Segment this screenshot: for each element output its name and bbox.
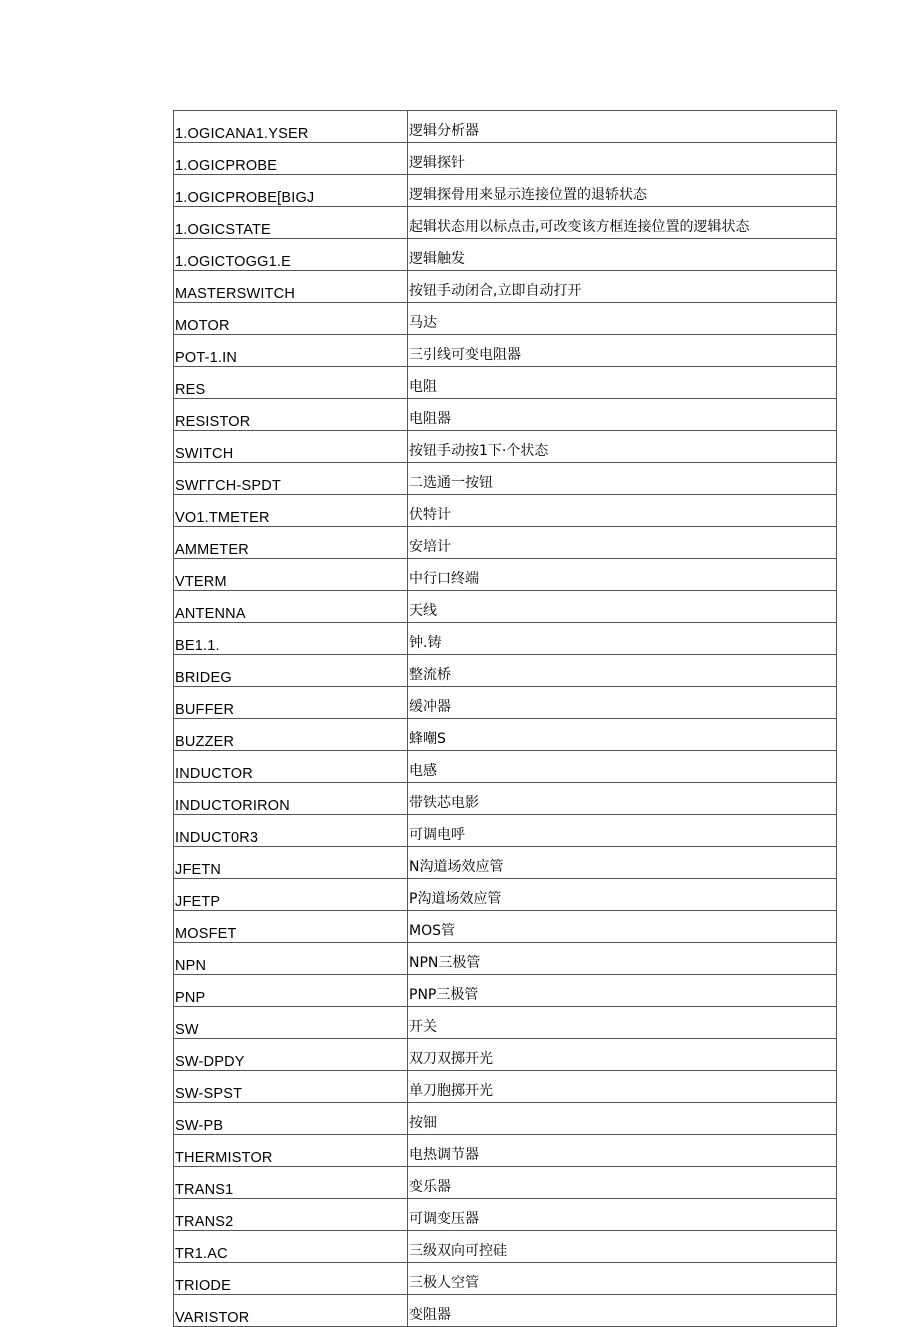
component-description-cell: 电热调节器 [408,1135,837,1167]
table-row [174,559,837,591]
component-name-cell: 1.OGICSTATE [174,207,408,239]
component-description-cell: 可调电呼 [408,815,837,847]
table-row [174,239,837,271]
component-name-cell: 1.OGICANA1.YSER [174,111,408,143]
component-name-cell: SW-PB [174,1103,408,1135]
table-row [174,687,837,719]
table-row [174,943,837,975]
component-description-cell: 逻辑探骨用来显示连接位置的退轿状态 [408,175,837,207]
component-description-cell: 开关 [408,1007,837,1039]
component-description-cell: 逻辑分析器 [408,111,837,143]
component-description-cell: 二选通一按钮 [408,463,837,495]
component-name-cell: 1.OGICPROBE[BIGJ [174,175,408,207]
table-row [174,431,837,463]
table-row [174,463,837,495]
table-row [174,1231,837,1263]
table-row [174,1039,837,1071]
table-row [174,911,837,943]
component-description-cell: 蜂嘲S [408,719,837,751]
table-row [174,399,837,431]
table-row [174,1295,837,1327]
component-description-cell: 钟.铸 [408,623,837,655]
component-name-cell: PNP [174,975,408,1007]
component-name-cell: INDUCTOR [174,751,408,783]
component-name-cell: BUZZER [174,719,408,751]
component-description-cell: P沟道场效应管 [408,879,837,911]
table-row [174,207,837,239]
table-row [174,591,837,623]
component-description-cell: 带铁芯电影 [408,783,837,815]
component-name-cell: RES [174,367,408,399]
table-row [174,975,837,1007]
component-description-cell: 双刀双掷开光 [408,1039,837,1071]
table-row [174,271,837,303]
component-name-cell: ANTENNA [174,591,408,623]
table-row [174,1135,837,1167]
table-row [174,1263,837,1295]
component-name-cell: NPN [174,943,408,975]
component-description-cell: N沟道场效应管 [408,847,837,879]
table-row [174,303,837,335]
table-row [174,719,837,751]
component-name-cell: AMMETER [174,527,408,559]
component-description-cell: 按钿 [408,1103,837,1135]
component-description-cell: 马达 [408,303,837,335]
table-row [174,335,837,367]
component-name-cell: SWITCH [174,431,408,463]
component-name-cell: 1.OGICPROBE [174,143,408,175]
component-name-cell: THERMISTOR [174,1135,408,1167]
table-row [174,879,837,911]
table-row [174,367,837,399]
component-name-cell: TRIODE [174,1263,408,1295]
component-name-cell: POT-1.IN [174,335,408,367]
component-name-cell: RESISTOR [174,399,408,431]
table-row [174,143,837,175]
table-row [174,1071,837,1103]
component-name-cell: 1.OGICTOGG1.E [174,239,408,271]
table-row [174,847,837,879]
component-name-cell: TRANS2 [174,1199,408,1231]
component-name-cell: VO1.TMETER [174,495,408,527]
table-row [174,1007,837,1039]
component-name-cell: SW [174,1007,408,1039]
component-description-cell: 按钮手动闭合,立即自动打开 [408,271,837,303]
component-name-cell: TR1.AC [174,1231,408,1263]
component-name-cell: BRIDEG [174,655,408,687]
component-description-cell: 安培计 [408,527,837,559]
component-description-cell: 逻辑探针 [408,143,837,175]
component-description-cell: 电阻 [408,367,837,399]
table-row [174,1167,837,1199]
component-name-cell: MASTERSWITCH [174,271,408,303]
component-description-cell: 起辑状态用以标点击,可改变该方框连接位置的逻辑状态 [408,207,837,239]
table-row [174,1199,837,1231]
component-description-cell: 天线 [408,591,837,623]
component-description-cell: 中行口终端 [408,559,837,591]
component-name-cell: JFETN [174,847,408,879]
component-description-cell: PNP三极管 [408,975,837,1007]
component-name-cell: SW-DPDY [174,1039,408,1071]
component-description-cell: 变阻器 [408,1295,837,1327]
component-description-cell: 变乐器 [408,1167,837,1199]
table-row [174,175,837,207]
table-row [174,623,837,655]
component-name-cell: MOTOR [174,303,408,335]
table-row [174,1103,837,1135]
component-description-cell: 可调变压器 [408,1199,837,1231]
component-description-cell: 电感 [408,751,837,783]
table-row [174,751,837,783]
table-row [174,527,837,559]
table-row [174,495,837,527]
component-name-cell: BE1.1. [174,623,408,655]
component-name-cell: TRANS1 [174,1167,408,1199]
component-name-cell: JFETP [174,879,408,911]
component-description-cell: NPN三极管 [408,943,837,975]
component-description-cell: 电阻器 [408,399,837,431]
table-row [174,783,837,815]
component-name-cell: VARISTOR [174,1295,408,1327]
component-description-cell: 单刀胞掷开光 [408,1071,837,1103]
table-row [174,815,837,847]
component-description-cell: 按钮手动按1下·个状态 [408,431,837,463]
component-description-cell: 三极人空管 [408,1263,837,1295]
component-table-body [174,111,837,1327]
component-description-cell: 三级双向可控硅 [408,1231,837,1263]
component-name-cell: INDUCTORIRON [174,783,408,815]
component-description-cell: 缓冲器 [408,687,837,719]
table-row [174,111,837,143]
component-description-cell: 整流桥 [408,655,837,687]
component-description-cell: 伏特计 [408,495,837,527]
component-description-cell: 三引线可变电阻器 [408,335,837,367]
component-description-cell: 逻辑触发 [408,239,837,271]
component-name-cell: SWΓΓCH-SPDT [174,463,408,495]
component-name-cell: VTERM [174,559,408,591]
component-name-cell: SW-SPST [174,1071,408,1103]
component-name-cell: BUFFER [174,687,408,719]
component-table [173,110,837,1327]
component-name-cell: MOSFET [174,911,408,943]
component-description-cell: MOS管 [408,911,837,943]
component-name-cell: INDUCT0R3 [174,815,408,847]
table-row [174,655,837,687]
